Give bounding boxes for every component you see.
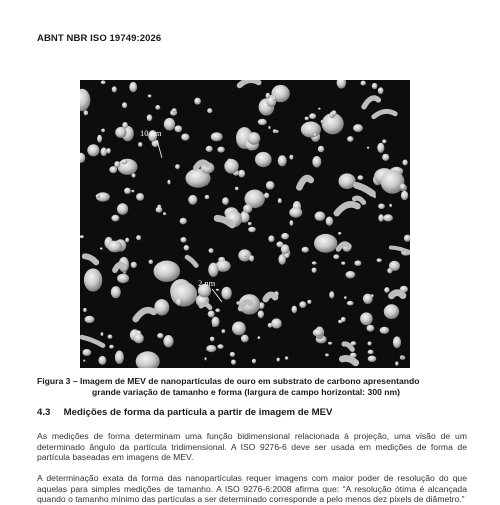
- nanoparticle: [266, 181, 275, 190]
- nanoparticle: [245, 254, 248, 257]
- nanoparticle: [208, 311, 215, 318]
- nanoparticle: [333, 254, 339, 259]
- nanoparticle: [147, 114, 153, 121]
- nanoparticle: [258, 310, 264, 318]
- nanoparticle: [360, 312, 373, 325]
- nanoparticle: [111, 215, 119, 222]
- paragraph-2: A determinação exata da forma das nanopartículas requer imagens com maior poder de resolução do que aquelas para simples medições de tamanho. A ISO 9276-6:2008 afirma que: “A resolução ótima é alcançada quando o tamanho mínimo das partículas a ser determinado corresponde a pelo menos dez pixels de diâmetro.”: [37, 473, 467, 505]
- nanoparticle: [232, 322, 246, 336]
- nanoparticle: [353, 124, 363, 132]
- nanoparticle: [367, 147, 369, 149]
- nanoparticle: [231, 360, 236, 365]
- nanoparticle: [368, 356, 377, 362]
- nanoparticle: [224, 159, 238, 174]
- nanoparticle: [115, 351, 124, 364]
- nanoparticle: [377, 258, 382, 262]
- nanoparticle: [277, 358, 280, 362]
- nanoparticle: [318, 108, 321, 110]
- nanoparticle: [367, 325, 375, 332]
- nanoparticle: [290, 220, 294, 226]
- nanoparticle: [341, 262, 345, 265]
- nanoparticle: [181, 134, 189, 141]
- annotation-2nm: 2 nm: [198, 278, 216, 288]
- nanoparticle: [243, 204, 252, 213]
- nanoparticle: [278, 155, 287, 166]
- nanoparticle: [268, 126, 270, 129]
- nanoparticle: [389, 204, 392, 207]
- nanoparticle: [138, 142, 142, 147]
- nanoparticle: [329, 291, 334, 298]
- nanoparticle: [325, 354, 329, 357]
- nanoparticle: [136, 235, 141, 240]
- nanoparticle: [124, 188, 131, 194]
- nanoparticle: [378, 87, 384, 94]
- nanoparticle: [215, 309, 220, 313]
- nanoparticle: [188, 195, 197, 205]
- nanoparticle: [268, 235, 274, 242]
- nanoparticle: [230, 352, 235, 357]
- nanoparticle: [301, 122, 321, 138]
- nanoparticle: [156, 207, 163, 213]
- nanoparticle: [313, 329, 324, 337]
- nanoparticle: [205, 357, 207, 360]
- nanoparticle: [347, 301, 354, 306]
- nanoparticle: [221, 287, 231, 300]
- nanoparticle: [101, 147, 108, 156]
- paragraph-1: As medições de forma determinam uma função bidimensional relacionada à projeção, uma visão de um determinado ângulo da partícula tridimensional. A ISO 9276-6 deve ser usada em medições de forma de partícula baseadas em imagens de MEV.: [37, 431, 467, 463]
- nanoparticle: [255, 152, 272, 167]
- nanoparticle: [206, 345, 216, 352]
- nanoparticle: [171, 282, 197, 307]
- nanoparticle: [208, 263, 218, 277]
- nanoparticle: [302, 247, 309, 253]
- nanoparticle: [402, 160, 407, 166]
- nanoparticle: [131, 190, 134, 193]
- nanoparticle: [163, 212, 166, 215]
- nanoparticle: [167, 180, 170, 185]
- nanoparticle: [117, 203, 128, 215]
- nanoparticle: [307, 300, 311, 304]
- nanoparticle: [346, 271, 356, 278]
- nanoparticle: [122, 102, 127, 108]
- nanoparticle: [121, 159, 127, 164]
- annotation-10nm: 10 nm: [140, 128, 162, 138]
- nanoparticle: [314, 133, 317, 136]
- nanoparticle: [172, 108, 177, 112]
- nanoparticle: [347, 136, 353, 142]
- nanoparticle: [338, 232, 341, 235]
- nanoparticle: [312, 156, 321, 167]
- nanoparticle: [273, 96, 276, 100]
- nanoparticle: [235, 187, 239, 191]
- document-standard-header: ABNT NBR ISO 19749:2026: [37, 33, 162, 44]
- nanoparticle: [209, 248, 214, 253]
- sem-micrograph-image: [80, 80, 410, 368]
- nanoparticle: [217, 147, 224, 153]
- nanoparticle: [289, 207, 302, 217]
- nanoparticle: [252, 359, 256, 364]
- nanoparticle: [83, 308, 87, 312]
- nanoparticle: [85, 316, 95, 323]
- nanoparticle: [100, 247, 103, 249]
- nanoparticle: [132, 173, 136, 177]
- nanoparticle: [361, 81, 366, 86]
- section-number: 4.3: [37, 407, 51, 418]
- nanoparticle: [222, 329, 226, 333]
- nanoparticle: [180, 218, 187, 225]
- nanoparticle: [326, 217, 333, 226]
- nanoparticle: [395, 361, 398, 365]
- nanoparticle: [184, 245, 190, 251]
- nanoparticle: [114, 161, 120, 167]
- nanoparticle: [384, 287, 389, 293]
- nanoparticle: [338, 320, 342, 324]
- nanoparticle: [299, 301, 306, 308]
- nanoparticle: [111, 286, 121, 298]
- nanoparticle: [368, 341, 372, 345]
- nanoparticle: [321, 120, 324, 123]
- nanoparticle: [400, 184, 406, 190]
- nanoparticle: [248, 132, 261, 145]
- nanoparticle: [271, 318, 282, 328]
- section-heading: [37, 407, 467, 418]
- nanoparticle: [248, 227, 256, 233]
- nanoparticle: [217, 344, 223, 349]
- nanoparticle: [241, 335, 249, 343]
- nanoparticle: [108, 335, 113, 339]
- nanoparticle: [305, 117, 309, 121]
- nanoparticle: [309, 113, 316, 119]
- nanoparticle: [216, 289, 220, 291]
- nanoparticle: [122, 122, 128, 128]
- nanoparticle: [368, 350, 374, 355]
- nanoparticle: [211, 132, 223, 141]
- nanoparticle: [84, 268, 102, 291]
- nanoparticle: [134, 333, 144, 343]
- figure-caption: [37, 376, 467, 398]
- nanoparticle: [96, 194, 100, 197]
- nanoparticle: [344, 296, 347, 299]
- nanoparticle: [175, 164, 180, 169]
- nanoparticle: [87, 144, 99, 156]
- section-title: Medições de forma da partícula a partir de imagem de MEV: [63, 407, 333, 418]
- nanoparticle: [393, 336, 401, 348]
- nanoparticle: [149, 260, 153, 265]
- figure-caption-line-2: grande variação de tamanho e forma (largura de campo horizontal: 300 nm): [92, 387, 401, 397]
- nanoparticle: [131, 262, 137, 268]
- nanoparticle: [289, 155, 293, 160]
- nanoparticle: [382, 154, 389, 161]
- nanoparticle: [207, 108, 212, 113]
- nanoparticle: [148, 95, 152, 98]
- nanoparticle: [281, 233, 289, 240]
- nanoparticle: [175, 125, 183, 132]
- nanoparticle: [249, 255, 254, 261]
- nanoparticle: [401, 191, 408, 200]
- nanoparticle: [238, 170, 245, 178]
- nanoparticle: [101, 332, 104, 336]
- nanoparticle: [205, 195, 210, 199]
- nanoparticle: [163, 335, 173, 347]
- nanoparticle: [157, 333, 163, 338]
- nanoparticle: [206, 146, 213, 152]
- nanoparticle: [285, 356, 288, 359]
- nanoparticle: [258, 119, 267, 125]
- nanoparticle: [358, 175, 364, 180]
- nanoparticle: [281, 244, 290, 254]
- nanoparticle: [115, 127, 126, 138]
- nanoparticle: [371, 294, 374, 297]
- sem-micrograph-figure: [80, 80, 410, 368]
- nanoparticle: [258, 336, 261, 339]
- nanoparticle: [389, 261, 400, 271]
- nanoparticle: [176, 298, 182, 306]
- nanoparticle: [112, 86, 117, 92]
- nanoparticle: [118, 159, 138, 175]
- nanoparticle: [248, 222, 252, 225]
- nanoparticle: [194, 98, 201, 105]
- nanoparticle: [117, 274, 129, 284]
- nanoparticle: [380, 327, 390, 334]
- nanoparticle: [315, 211, 326, 221]
- nanoparticle: [129, 82, 137, 92]
- nanoparticle: [82, 349, 91, 356]
- nanoparticle: [378, 214, 384, 221]
- nanoparticle: [125, 238, 129, 243]
- nanoparticle: [378, 204, 385, 210]
- nanoparticle: [377, 143, 384, 153]
- nanoparticle: [101, 129, 105, 133]
- nanoparticle: [285, 253, 290, 258]
- nanoparticle: [384, 304, 399, 319]
- nanoparticle: [210, 337, 215, 342]
- nanoparticle: [318, 146, 324, 153]
- nanoparticle: [101, 81, 106, 85]
- nanoparticle: [372, 83, 378, 89]
- nanoparticle: [312, 268, 317, 273]
- nanoparticle: [107, 241, 122, 253]
- nanoparticle: [339, 173, 356, 189]
- nanoparticle: [164, 118, 175, 131]
- nanoparticle: [354, 260, 361, 266]
- elongated-nanoparticle: [392, 293, 403, 296]
- nanoparticle: [266, 93, 271, 99]
- nanoparticle: [180, 237, 186, 243]
- nanoparticle: [97, 135, 102, 143]
- nanoparticle: [83, 360, 85, 362]
- nanoparticle: [155, 105, 160, 110]
- nanoparticle: [98, 356, 106, 365]
- nanoparticle: [222, 197, 229, 205]
- nanoparticle: [109, 345, 114, 349]
- nanoparticle: [381, 170, 405, 194]
- nanoparticle: [382, 139, 386, 143]
- nanoparticle: [84, 110, 89, 115]
- nanoparticle: [154, 261, 181, 282]
- nanoparticle: [106, 148, 110, 154]
- nanoparticle: [328, 342, 332, 345]
- nanoparticle: [292, 306, 298, 314]
- nanoparticle: [278, 198, 282, 203]
- nanoparticle: [312, 261, 317, 264]
- figure-caption-line-1: Figura 3 – Imagem de MEV de nanopartículas de ouro em substrato de carbono apresentando: [37, 376, 420, 386]
- nanoparticle: [383, 214, 393, 221]
- nanoparticle: [273, 129, 277, 133]
- nanoparticle: [212, 317, 220, 327]
- nanoparticle: [314, 234, 337, 253]
- nanoparticle: [400, 355, 403, 358]
- nanoparticle: [332, 110, 337, 116]
- nanoparticle: [136, 193, 144, 201]
